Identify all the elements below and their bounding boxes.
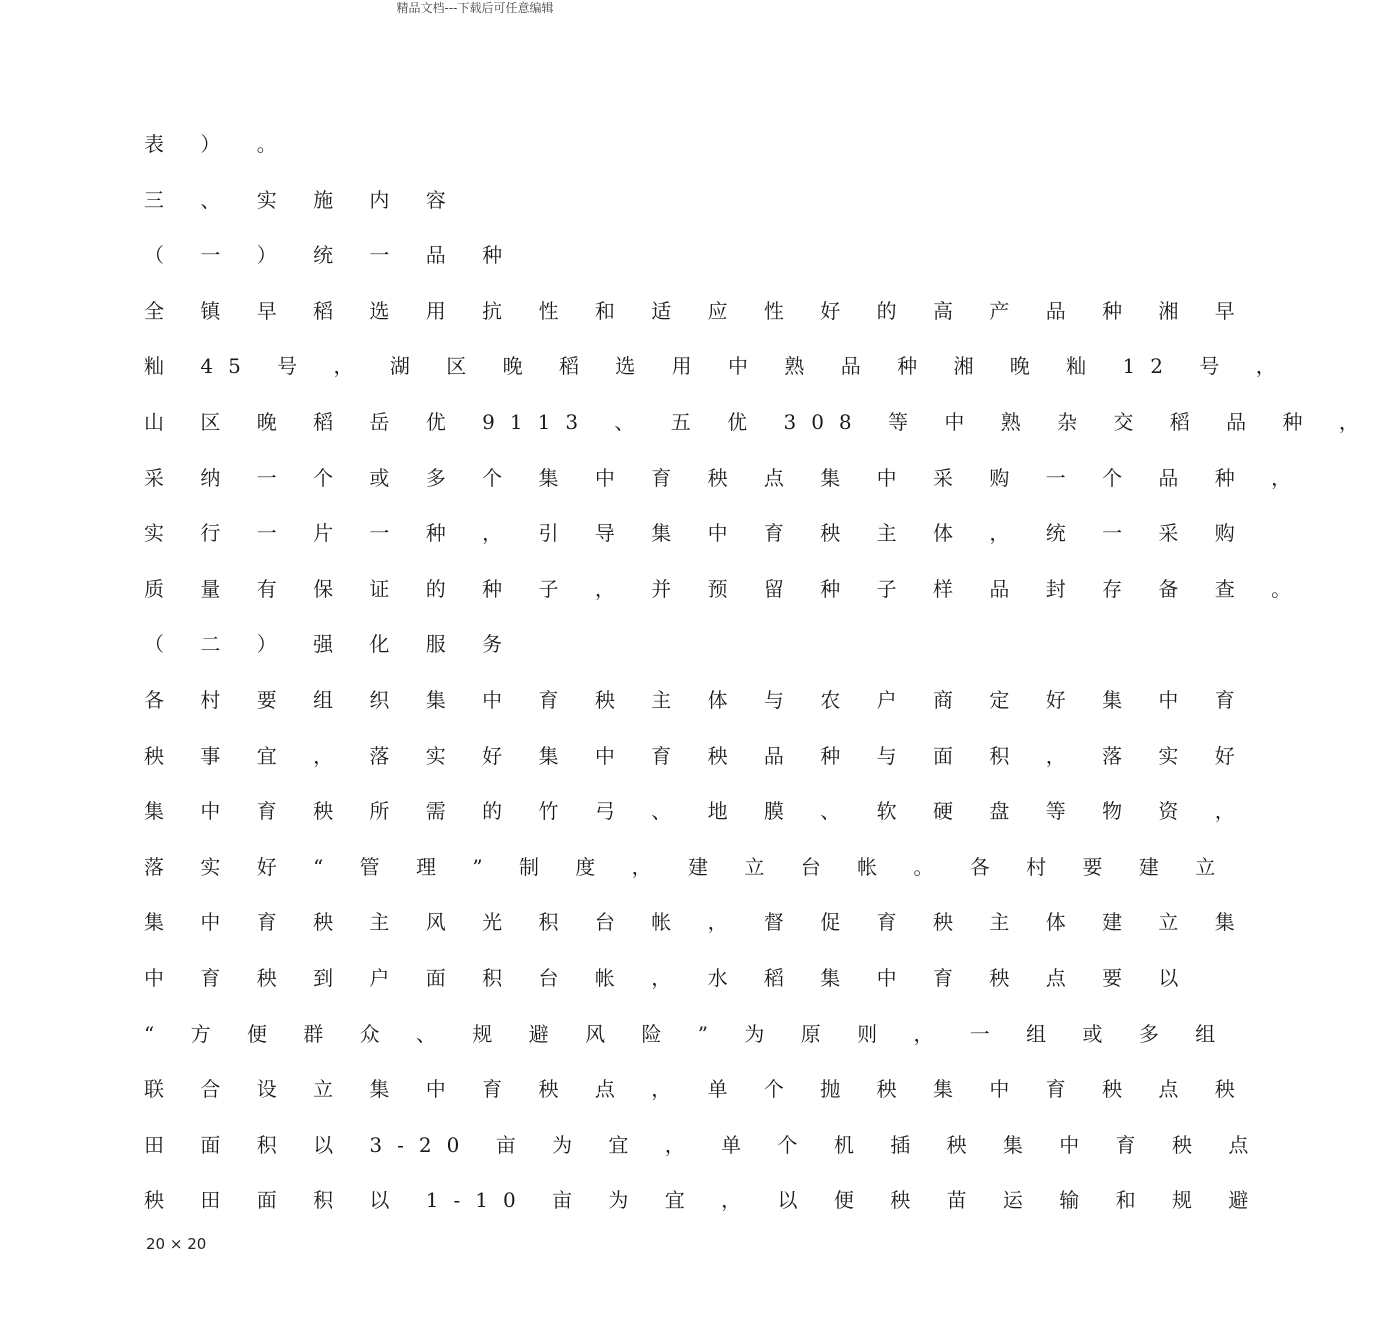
text-line: 质 量 有 保 证 的 种 子 ， 并 预 留 种 子 样 品 封 存 备 查 。 (144, 576, 1307, 601)
text-line: 中 育 秧 到 户 面 积 台 帐 ， 水 稻 集 中 育 秧 点 要 以 (144, 965, 1194, 990)
section-heading: 三 、 实 施 内 容 (144, 187, 461, 212)
subsection-heading: （ 二 ） 强 化 服 务 (144, 632, 518, 657)
text-line: 各 村 要 组 织 集 中 育 秧 主 体 与 农 户 商 定 好 集 中 育 (144, 687, 1250, 712)
text-line: 集 中 育 秧 所 需 的 竹 弓 、 地 膜 、 软 硬 盘 等 物 资 ， (144, 799, 1250, 824)
text-line: 表 ） 。 (144, 132, 292, 156)
text-line: 采 纳 一 个 或 多 个 集 中 育 秧 点 集 中 采 购 一 个 品 种 ， (144, 465, 1307, 490)
text-line: “ 方 便 群 众 、 规 避 风 险 ” 为 原 则 ， 一 组 或 多 组 (144, 1021, 1231, 1046)
document-body (144, 117, 1374, 1229)
subsection-heading: （ 一 ） 统 一 品 种 (144, 243, 518, 268)
text-line: 联 合 设 立 集 中 育 秧 点 ， 单 个 抛 秧 集 中 育 秧 点 秧 (144, 1077, 1250, 1102)
text-line: 实 行 一 片 一 种 ， 引 导 集 中 育 秧 主 体 ， 统 一 采 购 (144, 521, 1250, 546)
text-line: 秧 田 面 积 以 1-10 亩 为 宜 ， 以 便 秧 苗 运 输 和 规 避 (144, 1188, 1264, 1213)
text-line: 籼 45 号 ， 湖 区 晚 稻 选 用 中 熟 品 种 湘 晚 籼 12 号 ， (144, 354, 1291, 379)
grid-size-label: 20 × 20 (146, 1235, 207, 1253)
text-line: 山 区 晚 稻 岳 优 9113 、 五 优 308 等 中 熟 杂 交 稻 品 种 ， (144, 409, 1374, 434)
text-line: 集 中 育 秧 主 风 光 积 台 帐 ， 督 促 育 秧 主 体 建 立 集 (144, 910, 1250, 935)
page-header: 精品文档---下载后可任意编辑 (396, 1, 554, 15)
text-line: 田 面 积 以 3-20 亩 为 宜 ， 单 个 机 插 秧 集 中 育 秧 点 (144, 1132, 1264, 1157)
text-line: 全 镇 早 稻 选 用 抗 性 和 适 应 性 好 的 高 产 品 种 湘 早 (144, 298, 1250, 323)
text-line: 秧 事 宜 ， 落 实 好 集 中 育 秧 品 种 与 面 积 ， 落 实 好 (144, 743, 1250, 768)
text-line: 落 实 好 “ 管 理 ” 制 度 ， 建 立 台 帐 。 各 村 要 建 立 (144, 854, 1231, 879)
